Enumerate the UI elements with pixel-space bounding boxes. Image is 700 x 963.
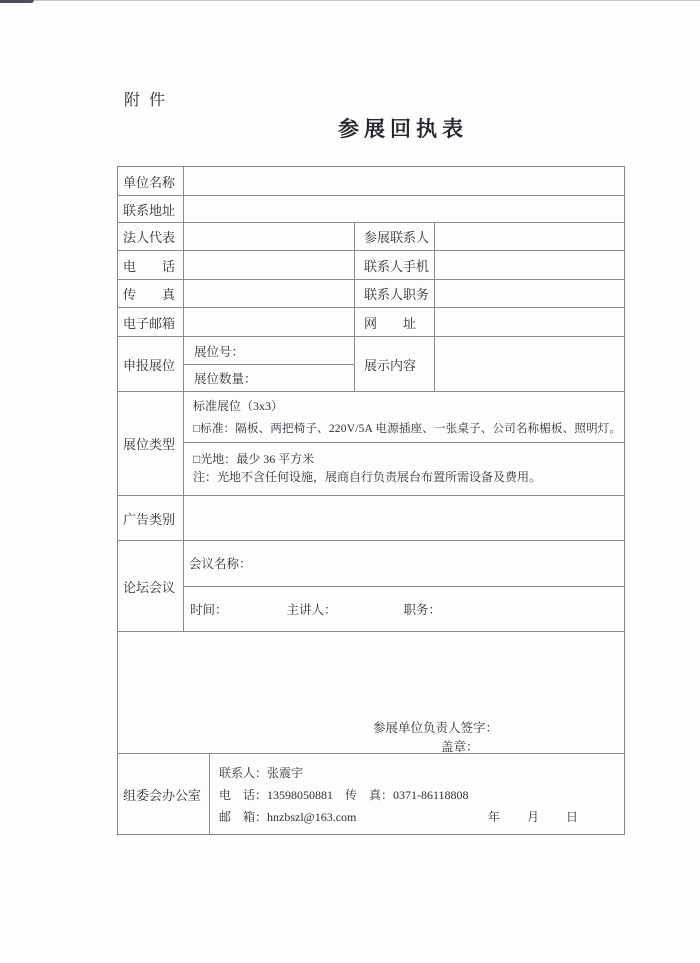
- seal-line: 盖章：: [441, 740, 479, 754]
- legal-rep-value-cell: [183, 223, 354, 250]
- row-fax: [118, 279, 624, 307]
- scan-corner-artifact: [0, 0, 34, 3]
- website-value-cell: [434, 308, 624, 336]
- contact-address-value-cell: [183, 196, 624, 222]
- meeting-position-label: 职务：: [403, 602, 442, 617]
- booth-quantity-label: 展位数量：: [184, 364, 354, 391]
- exhibition-contact-value-cell: [434, 223, 624, 250]
- booth-application-label: 申报展位: [123, 357, 176, 373]
- legal-rep-label: 法人代表: [123, 230, 176, 245]
- signature-cell: [118, 632, 624, 753]
- row-unit-name: [118, 167, 624, 195]
- row-booth-type: [118, 391, 624, 495]
- meeting-name-label: 会议名称：: [189, 557, 252, 572]
- booth-type-label: 展位类型: [123, 437, 176, 452]
- phone-value-cell: [183, 251, 354, 279]
- date-fill-in: 年 月 日: [487, 810, 579, 824]
- standard-booth-title: 标准展位（3x3）: [193, 399, 284, 413]
- contact-position-label: 联系人职务: [354, 280, 434, 307]
- website-label: 网 址: [354, 308, 434, 336]
- advertising-category-value-cell: [183, 496, 624, 540]
- row-booth-application: [118, 336, 624, 391]
- unit-name-label: 单位名称: [123, 174, 176, 190]
- form-title: 参展回执表: [338, 117, 468, 141]
- scan-edge-artifact: [0, 0, 700, 1]
- exhibition-contact-label: 参展联系人: [354, 223, 434, 250]
- meeting-speaker-label: 主讲人：: [286, 602, 337, 617]
- row-committee-office: [118, 753, 624, 834]
- committee-office-label: 组委会办公室: [123, 787, 202, 803]
- phone-label: 电 话: [123, 258, 176, 274]
- email-value-cell: [183, 308, 354, 336]
- raw-space-option: [184, 442, 624, 495]
- row-legal-rep: [118, 222, 624, 250]
- raw-space-note: 注：光地不含任何设施，展商自行负责展台布置所需设备及费用。: [193, 470, 542, 485]
- unit-name-value-cell: [183, 167, 624, 195]
- committee-email-date-line: [219, 806, 624, 828]
- committee-contact-person: 联系人：张震宇: [219, 766, 304, 780]
- meeting-detail-line: [184, 586, 624, 632]
- row-forum-meeting: [118, 540, 624, 631]
- contact-mobile-label: 联系人手机: [354, 251, 434, 279]
- email-label: 电子邮箱: [123, 315, 176, 331]
- row-contact-address: [118, 195, 624, 222]
- forum-meeting-subcells: [183, 541, 624, 631]
- booth-number-label: 展位号：: [194, 344, 245, 359]
- fax-label: 传 真: [123, 287, 176, 302]
- advertising-category-label: 广告类别: [123, 511, 176, 527]
- booth-application-subcells: [183, 337, 354, 391]
- reply-form-table: [117, 166, 625, 835]
- contact-position-value-cell: [434, 280, 624, 307]
- meeting-time-label: 时间：: [190, 602, 228, 617]
- row-email: [118, 307, 624, 336]
- display-content-label: 展示内容: [354, 337, 434, 391]
- standard-booth-option: [184, 392, 624, 442]
- committee-contact-cell: [209, 754, 624, 834]
- contact-address-label: 联系地址: [123, 202, 176, 218]
- committee-phone-fax: 电 话：13598050881 传 真：0371-86118808: [219, 788, 469, 802]
- committee-email: 邮 箱：hnzbszl@163.com: [219, 810, 357, 824]
- booth-type-options-cell: [183, 392, 624, 495]
- standard-booth-desc: □标准：隔板、两把椅子、220V/5A 电源插座、一张桌子、公司名称楣板、照明灯。: [193, 423, 622, 435]
- fax-value-cell: [183, 280, 354, 307]
- attachment-label: 附件: [124, 92, 175, 109]
- raw-space-desc: □光地：最少 36 平方米: [193, 452, 315, 467]
- row-signature: [118, 631, 624, 753]
- row-advertising-category: [118, 495, 624, 540]
- forum-meeting-label: 论坛会议: [123, 579, 176, 595]
- signature-line: 参展单位负责人签字：: [373, 721, 499, 735]
- display-content-value-cell: [434, 337, 624, 391]
- row-phone: [118, 250, 624, 279]
- contact-mobile-value-cell: [434, 251, 624, 279]
